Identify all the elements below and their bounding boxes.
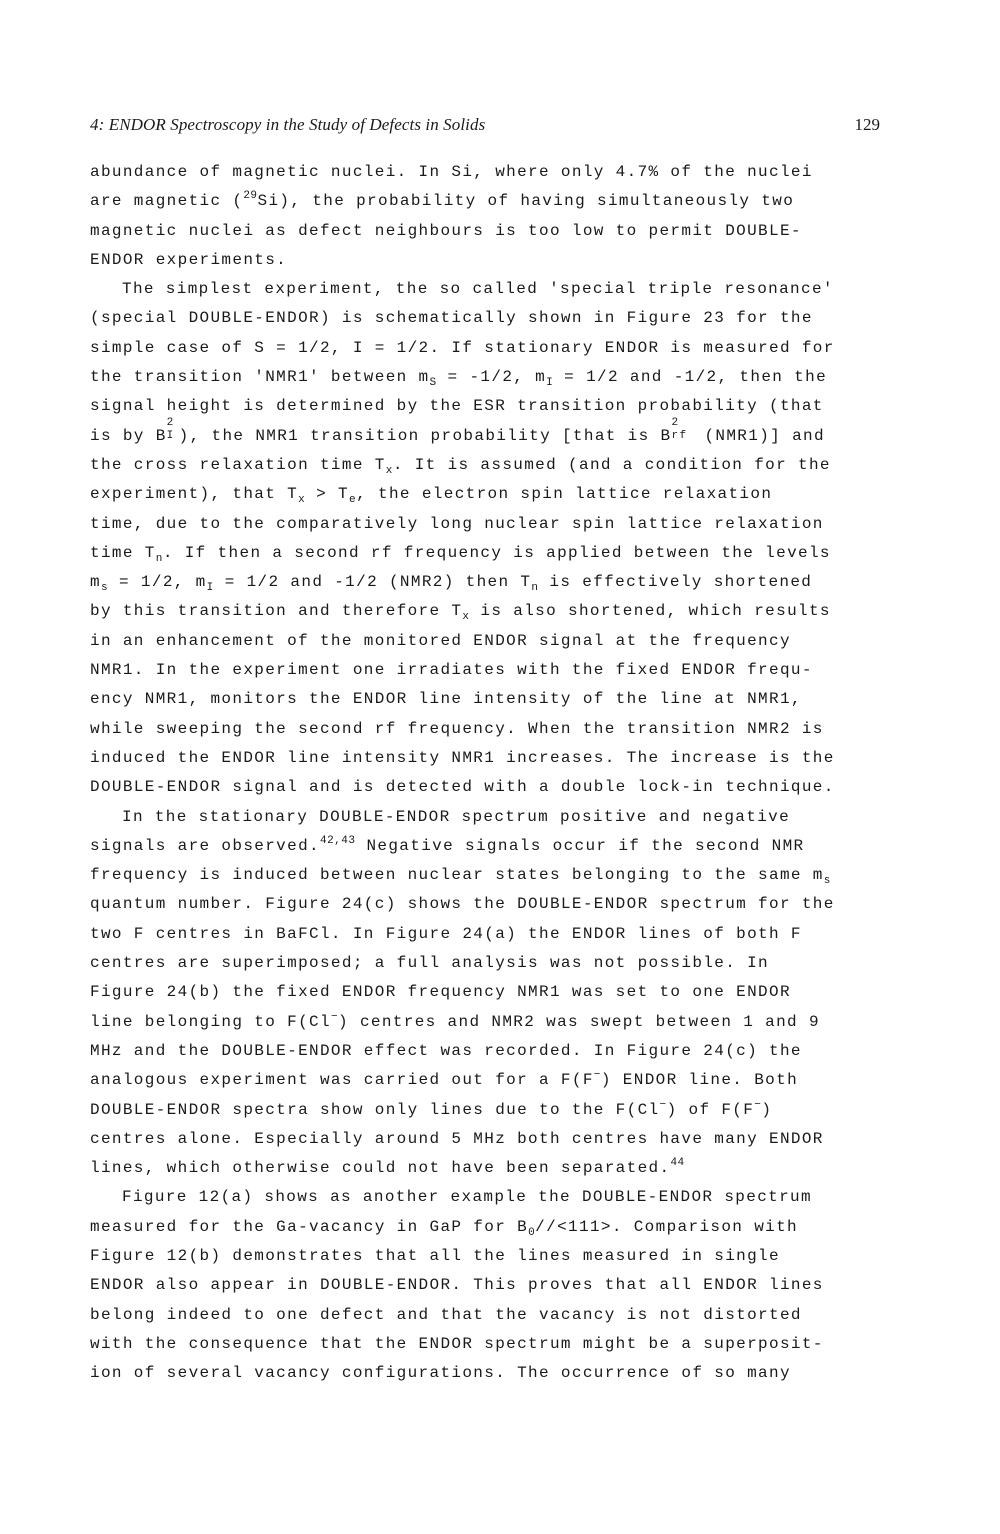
text-line: centres alone. Especially around 5 MHz both centres have many ENDOR <box>90 1129 824 1148</box>
page-number: 129 <box>854 115 880 134</box>
text-line: two F centres in BaFCl. In Figure 24(a) the ENDOR lines of both F <box>90 924 802 943</box>
text-line: DOUBLE-ENDOR spectra show only lines due to the F(Cl−) of F(F−) <box>90 1098 773 1119</box>
text-line: $m_s = 1/2$, $m_I = 1/2$ and -1/2 (NMR2) then $T_n$ is effectively shortened <box>90 573 813 595</box>
text-line: abundance of magnetic nuclei. In Si, where only 4.7% of the nuclei <box>90 163 813 181</box>
running-title: 4: ENDOR Spectroscopy in the Study of Defects in Solids <box>90 115 486 134</box>
paragraph <box>90 1183 890 1388</box>
text-line: experiment), that $T_x > T_e$, the electron spin lattice relaxation <box>90 485 773 507</box>
text-line: analogous experiment was carried out for a F(F−) ENDOR line. Both <box>90 1069 799 1090</box>
text-line: is by B 2 I ), the NMR1 transition probability [that is B 2 rf (NMR1)] and <box>90 416 825 445</box>
text-line: are magnetic ($^{29}$Si), the probability of having simultaneously two <box>90 190 795 211</box>
body-text <box>90 158 890 1388</box>
paragraph <box>90 803 890 1184</box>
text-line: by this transition and therefore $T_x$ is also shortened, which results <box>90 602 831 624</box>
text-line: induced the ENDOR line intensity NMR1 increases. The increase is the <box>90 748 835 767</box>
text-line: measured for the Ga-vacancy in GaP for $B_0//<111>$. Comparison with <box>90 1217 799 1239</box>
text-line: belong indeed to one defect and that the vacancy is not distorted <box>90 1305 802 1324</box>
text-line: DOUBLE-ENDOR signal and is detected with a double lock-in technique. <box>90 778 835 797</box>
text-line: quantum number. Figure 24(c) shows the DOUBLE-ENDOR spectrum for the <box>90 895 835 914</box>
text-line: MHz and the DOUBLE-ENDOR effect was recorded. In Figure 24(c) the <box>90 1041 802 1060</box>
text-line: time, due to the comparatively long nuclear spin lattice relaxation <box>90 514 824 533</box>
text-line: time $T_n$. If then a second rf frequency is applied between the levels <box>90 543 831 565</box>
text-line: (special DOUBLE-ENDOR) is schematically shown in Figure 23 for the <box>90 309 813 328</box>
text-line: The simplest experiment, the so called 'special triple resonance' <box>122 280 834 299</box>
text-line: the transition 'NMR1' between $m_S = -1/2$, $m_I = 1/2$ and -1/2, then the <box>90 368 828 390</box>
text-line: magnetic nuclei as defect neighbours is too low to permit DOUBLE- <box>90 221 802 240</box>
text-line: ency NMR1, monitors the ENDOR line intensity of the line at NMR1, <box>90 690 802 709</box>
text-line: Figure 24(b) the fixed ENDOR frequency NMR1 was set to one ENDOR <box>90 983 791 1002</box>
paragraph <box>90 158 890 275</box>
text-line: ion of several vacancy configurations. The occurrence of so many <box>90 1364 791 1383</box>
text-line: line belonging to F(Cl−) centres and NMR2 was swept between 1 and 9 <box>90 1010 820 1031</box>
text-line: ENDOR experiments. <box>90 250 288 269</box>
text-line: simple case of S = 1/2, I = 1/2. If stationary ENDOR is measured for <box>90 338 835 357</box>
text-line: the cross relaxation time $T_x$. It is assumed (and a condition for the <box>90 455 831 477</box>
text-line: signals are observed.$^{42,43}$ Negative signals occur if the second NMR <box>90 834 805 855</box>
text-line: lines, which otherwise could not have been separated.$^{44}$ <box>90 1157 685 1178</box>
text-line: Figure 12(b) demonstrates that all the lines measured in single <box>90 1246 780 1265</box>
text-line: In the stationary DOUBLE-ENDOR spectrum positive and negative <box>122 807 791 826</box>
running-header <box>90 115 880 139</box>
paragraph <box>90 275 890 802</box>
text-line: frequency is induced between nuclear states belonging to the same $m_s$ <box>90 866 831 888</box>
text-line: centres are superimposed; a full analysis was not possible. In <box>90 954 769 973</box>
text-line: in an enhancement of the monitored ENDOR signal at the frequency <box>90 631 791 650</box>
text-line: signal height is determined by the ESR transition probability (that <box>90 397 824 416</box>
text-line: Figure 12(a) shows as another example the DOUBLE-ENDOR spectrum <box>122 1188 812 1207</box>
text-line: while sweeping the second rf frequency. When the transition NMR2 is <box>90 719 824 738</box>
text-line: ENDOR also appear in DOUBLE-ENDOR. This proves that all ENDOR lines <box>90 1276 824 1295</box>
text-line: NMR1. In the experiment one irradiates with the fixed ENDOR frequ- <box>90 661 813 680</box>
text-line: with the consequence that the ENDOR spectrum might be a superposit- <box>90 1334 824 1353</box>
